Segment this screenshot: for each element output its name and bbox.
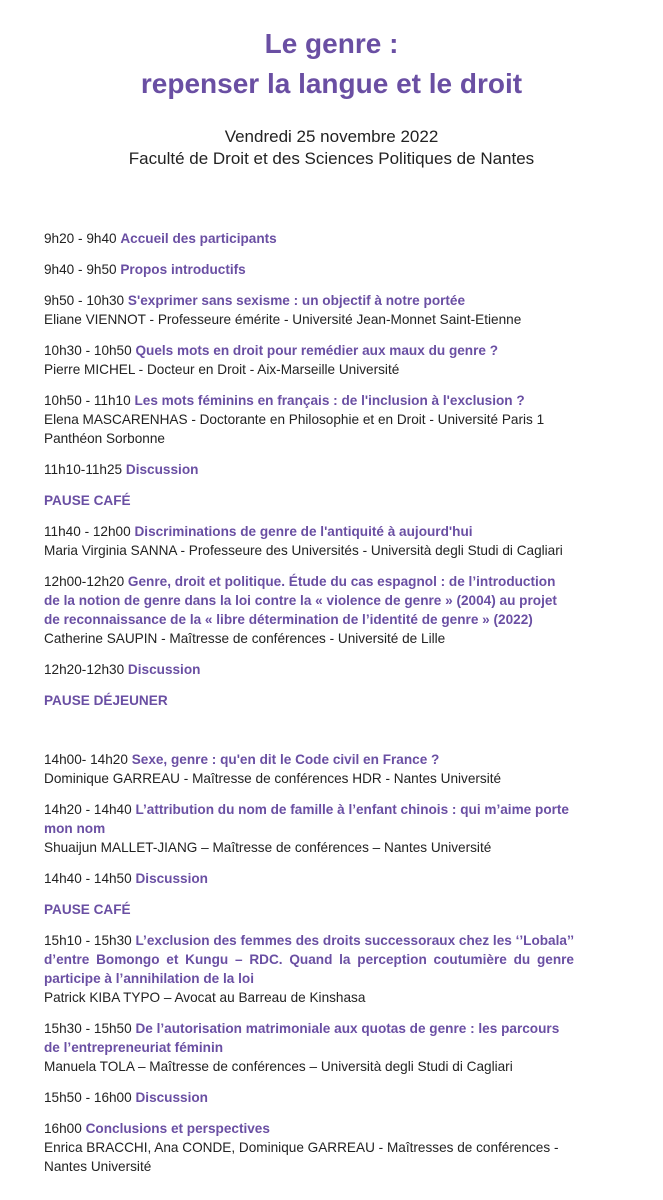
program-item — [44, 1019, 574, 1076]
program-item — [44, 229, 574, 248]
program-item — [44, 460, 574, 479]
program-item — [44, 291, 574, 329]
item-speaker: Manuela TOLA – Maîtresse de conférences – Università degli Studi di Cagliari — [44, 1059, 513, 1074]
item-time: 14h40 - 14h50 — [44, 871, 132, 886]
item-time: 9h40 - 9h50 — [44, 262, 117, 277]
item-title: S'exprimer sans sexisme : un objectif à notre portée — [127, 293, 466, 308]
item-time: 11h10-11h25 — [44, 462, 123, 477]
item-title: Propos introductifs — [120, 262, 246, 277]
item-title: Conclusions et perspectives — [85, 1121, 270, 1136]
item-time: 10h50 - 11h10 — [44, 393, 131, 408]
item-time: 12h00-12h20 — [44, 574, 125, 589]
item-time: 10h30 - 10h50 — [44, 343, 132, 358]
pause-label: PAUSE CAFÉ — [44, 902, 131, 917]
item-time: 14h20 - 14h40 — [44, 802, 132, 817]
program-item — [44, 660, 574, 679]
item-title: Discussion — [127, 662, 201, 677]
item-speaker: Shuaijun MALLET-JIANG – Maîtresse de conférences – Nantes Université — [44, 840, 492, 855]
pause-label: PAUSE DÉJEUNER — [44, 693, 168, 708]
item-time: 12h20-12h30 — [44, 662, 125, 677]
item-time: 14h00- 14h20 — [44, 752, 128, 767]
pause-label: PAUSE CAFÉ — [44, 493, 131, 508]
program-item — [44, 931, 574, 1007]
program-item — [44, 750, 574, 788]
item-title: De l’autorisation matrimoniale aux quotas de genre : les parcours de l’entrepreneuriat féminin — [44, 1021, 560, 1055]
item-title: Discussion — [125, 462, 199, 477]
item-time: 15h50 - 16h00 — [44, 1090, 132, 1105]
item-title: Quels mots en droit pour remédier aux maux du genre ? — [135, 343, 499, 358]
item-time: 15h10 - 15h30 — [44, 933, 132, 948]
program-item — [44, 260, 574, 279]
item-time: 16h00 — [44, 1121, 82, 1136]
item-speaker: Enrica BRACCHI, Ana CONDE, Dominique GARREAU - Maîtresses de conférences - Nantes Université — [44, 1140, 559, 1174]
program-item — [44, 522, 574, 560]
item-title: Accueil des participants — [120, 231, 277, 246]
page-title-line2: repenser la langue et le droit — [140, 68, 523, 99]
event-date: Vendredi 25 novembre 2022 — [224, 127, 439, 146]
program-item — [44, 391, 574, 448]
item-title: Discriminations de genre de l'antiquité à aujourd'hui — [134, 524, 473, 539]
item-title: Sexe, genre : qu'en dit le Code civil en France ? — [131, 752, 440, 767]
item-title: L’exclusion des femmes des droits successoraux chez les ‘’Lobala’’ d’entre Bomongo et Kungu – RDC. Quand la perception coutumière du genre participe à l’annihilation de la loi — [44, 933, 575, 986]
section-spacer — [44, 722, 574, 750]
item-title: Les mots féminins en français : de l'inclusion à l'exclusion ? — [134, 393, 525, 408]
item-speaker: Dominique GARREAU - Maîtresse de conférences HDR - Nantes Université — [44, 771, 502, 786]
item-speaker: Pierre MICHEL - Docteur en Droit - Aix-Marseille Université — [44, 362, 400, 377]
item-time: 15h30 - 15h50 — [44, 1021, 132, 1036]
item-speaker: Eliane VIENNOT - Professeure émérite - Université Jean-Monnet Saint-Etienne — [44, 312, 522, 327]
program-item — [44, 1119, 574, 1176]
program-list — [44, 229, 574, 1188]
item-speaker: Patrick KIBA TYPO – Avocat au Barreau de Kinshasa — [44, 990, 366, 1005]
item-title: L’attribution du nom de famille à l’enfant chinois : qui m’aime porte mon nom — [44, 802, 569, 836]
program-item — [44, 341, 574, 379]
program-item — [44, 572, 574, 648]
event-venue: Faculté de Droit et des Sciences Politiques de Nantes — [128, 149, 535, 168]
item-speaker: Catherine SAUPIN - Maîtresse de conférences - Université de Lille — [44, 631, 446, 646]
item-speaker: Maria Virginia SANNA - Professeure des Universités - Università degli Studi di Cagliari — [44, 543, 563, 558]
program-item — [44, 800, 574, 857]
item-speaker: Elena MASCARENHAS - Doctorante en Philosophie et en Droit - Université Paris 1 Panthéon Sorbonne — [44, 412, 545, 446]
item-title: Discussion — [135, 1090, 208, 1105]
item-time: 9h20 - 9h40 — [44, 231, 117, 246]
item-title: Genre, droit et politique. Étude du cas espagnol : de l’introduction de la notion de genre dans la loi contre la « violence de genre » (2004) au projet de reconnaissance de la « libre détermination de l’identité de genre » (2022) — [44, 574, 557, 627]
item-title: Discussion — [135, 871, 208, 886]
item-time: 11h40 - 12h00 — [44, 524, 131, 539]
page-title-line1: Le genre : — [264, 28, 399, 59]
item-time: 9h50 - 10h30 — [44, 293, 125, 308]
program-item — [44, 1088, 574, 1107]
program-item — [44, 869, 574, 888]
